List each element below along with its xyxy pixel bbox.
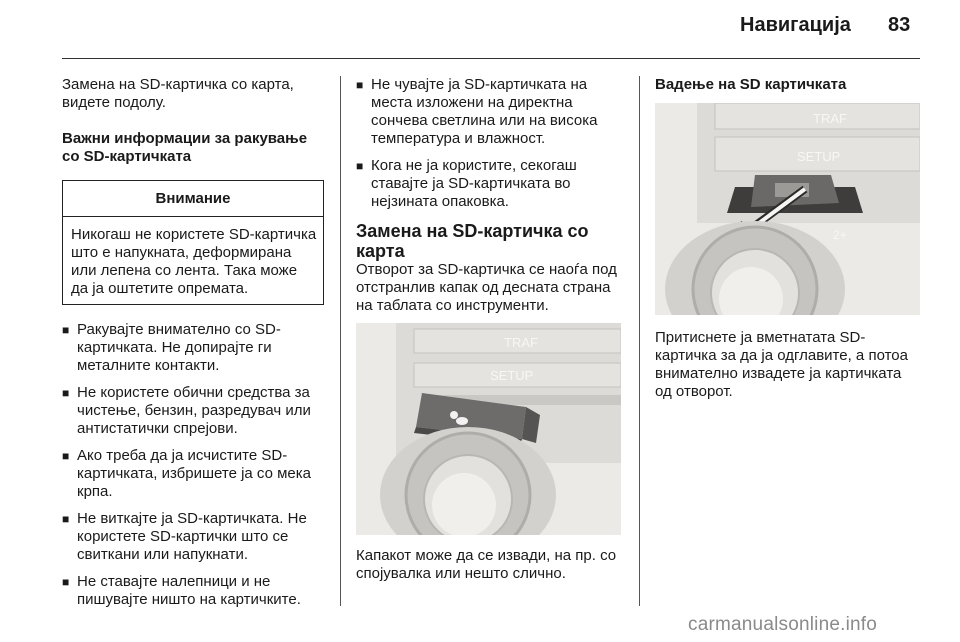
watermark: carmanualsonline.info [688,614,878,635]
figure-card-removal [655,103,920,315]
storage-bullet-list [356,76,622,211]
warning-box [62,180,324,305]
setup-label: SETUP [797,149,841,164]
list-item: ■ Не ставајте налепници и не пишувајте ништо на картичките. [62,573,324,609]
traf-label: TRAF [813,111,847,126]
list-item: ■ Кога не ја користите, секогаш ставајте ја SD-картичката во нејзината опаковка. [356,157,622,211]
list-item: ■ Не чувајте ја SD-картичката на места изложени на директна сончева светлина или на висока температура и влажност. [356,76,622,148]
page-number: 83 [888,14,911,36]
column-3 [655,76,920,401]
list-item: ■ Ракувајте внимателно со SD-картичката. Не допирајте ги металните контакти. [62,321,324,375]
list-item: ■ Не користете обични средства за чистење, бензин, разредувач или антистатички спрејови. [62,384,324,438]
figure-caption-cover: Капакот може да се извади, на пр. со спојувалка или нешто слично. [356,547,617,582]
intro-paragraph: Замена на SD-картичка со карта, видете подолу. [62,76,294,111]
column-divider-right [639,76,640,606]
sd-card-removal-illustration [655,103,920,315]
volume-label: 2+ [833,228,847,242]
figure-cover-removal [356,323,621,535]
traf-label: TRAF [504,335,538,350]
header-rule [62,58,920,59]
setup-label: SETUP [490,368,534,383]
list-item: ■ Не виткајте ја SD-картичката. Не користете SD-картички што се свиткани или напукнати. [62,510,324,564]
column-1 [62,76,324,618]
replace-card-paragraph: Отворот за SD-картичка се наоѓа под отстранлив капак од десната страна на таблата со инструменти. [356,261,617,314]
column-2 [356,76,622,583]
warning-title: Внимание [63,181,323,217]
warning-text: Никогаш не користете SD-картичка што е напукната, деформирана или лепена со лента. Така може да ја оштетите опремата. [71,226,317,297]
handling-bullet-list [62,321,324,609]
running-header-title: Навигација [740,14,851,36]
section-heading-remove-card: Вадење на SD картичката [655,76,847,93]
column-divider-left [340,76,341,606]
section-heading-handling: Важни информации за ракување со SD-картичката [62,130,308,165]
list-item: ■ Ако треба да ја исчистите SD-картичката, избришете ја со мека крпа. [62,447,324,501]
sd-cover-illustration [356,323,621,535]
remove-card-paragraph: Притиснете ја вметнатата SD-картичка за да ја одглавите, а потоа внимателно извадете ја картичката од отворот. [655,329,908,400]
section-heading-replace-card: Замена на SD-картичка со карта [356,221,589,261]
